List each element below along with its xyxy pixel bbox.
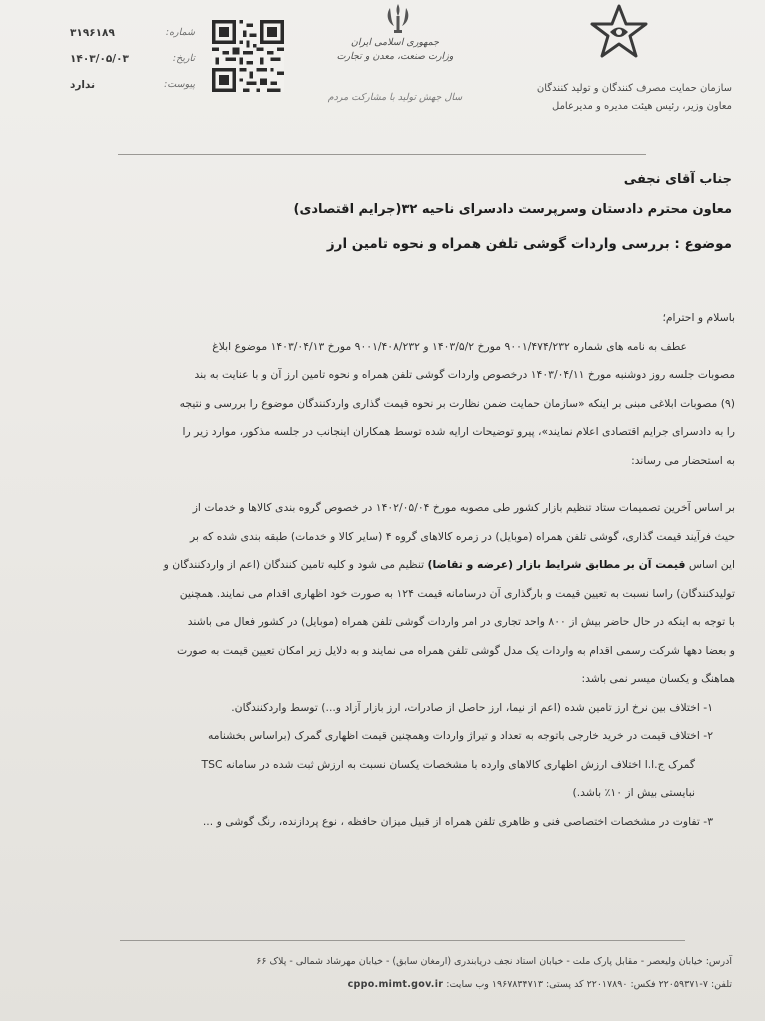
organization-name	[472, 80, 732, 116]
paragraph-1-line: عطف به نامه های شماره ۹۰۰۱/۴۷۴/۲۳۲ مورخ ۱۴۰۳/۵/۲ و ۹۰۰۱/۴۰۸/۲۳۲ مورخ ۱۴۰۳/۰۴/۱۳ موضوع ابلاغ	[212, 339, 687, 353]
national-emblem-icon	[380, 0, 416, 36]
footer-contact-numbers: تلفن: ۷-۲۲۰۵۹۳۷۱ فکس: ۲۲۰۱۷۸۹۰ کد پستی: ۱۹۶۷۸۳۴۷۱۳ وب سایت:	[446, 979, 732, 990]
addressee	[72, 165, 732, 225]
list-item-2: ۲- اختلاف قیمت در خرید خارجی باتوجه به تعداد و تیراژ واردات وهمچنین قیمت اظهاری گمرک (براساس بخشنامه	[208, 729, 713, 742]
footer-address: آدرس: خیابان ولیعصر - مقابل پارک ملت - خیابان استاد نجف دریابندری (ارمغان سابق) - خیابان مهرشاد شمالی - پلاک ۶۶	[256, 956, 732, 967]
paragraph-1-line: را به دادسرای جرایم اقتصادی اعلام نمایند»، پیرو توضیحات ارایه شده توسط همکاران اینجانب در جلسه مذکور، موارد زیر را	[182, 425, 735, 438]
letter-date: ۱۴۰۳/۰۵/۰۳	[70, 53, 129, 65]
attachment-label: پیوست:	[164, 79, 195, 90]
paragraph-3-line: هماهنگ و یکسان میسر نمی باشد:	[581, 672, 735, 685]
organization-line-2: معاون وزیر، رئیس هیئت مدیره و مدیرعامل	[552, 101, 732, 112]
list-item-1: ۱- اختلاف بین نرخ ارز تامین شده (اعم از نیما، ارز حاصل از صادرات، ارز بازار آزاد و...) توسط واردکنندگان.	[231, 700, 713, 714]
footer-divider	[120, 940, 685, 941]
letter-footer	[72, 950, 732, 996]
paragraph-2-text: این اساس	[685, 558, 735, 571]
greeting: باسلام و احترام؛	[662, 311, 735, 324]
letter-attachment-row	[70, 72, 195, 98]
letter-date-row	[70, 46, 195, 72]
paragraph-3-line: و بعضا دهها شرکت رسمی اقدام به واردات یک مدل گوشی تلفن همراه می نمایند و به دلایل زیر امکان تعیین قیمت به صورت	[177, 643, 735, 657]
list-item-2-continued: گمرک ج.ا.ا اختلاف ارزش اظهاری کالاهای وارده با مشخصات یکسان نسبت به ارزش ثبت شده در سامانه TSC	[201, 757, 695, 771]
qr-code-icon	[212, 20, 284, 92]
header-divider	[118, 154, 646, 155]
letter-number: ۳۱۹۶۱۸۹	[70, 27, 115, 39]
paragraph-2-line: تولیدکنندگان) راسا نسبت به تعیین قیمت و بارگذاری آن درسامانه قیمت ۱۲۴ به صورت خود اظهاری اقدام می نمایند. همچنین	[179, 586, 735, 600]
list-item-2-continued: نبایستی بیش از ۱۰٪ باشد.)	[572, 786, 695, 799]
letter-number-row	[70, 20, 195, 46]
addressee-name: جناب آقای نجفی	[623, 172, 732, 187]
paragraph-2-line	[33, 551, 735, 580]
ministry-line-1: جمهوری اسلامی ایران	[350, 37, 440, 48]
letter-subject: موضوع : بررسی واردات گوشی تلفن همراه و نحوه تامین ارز	[326, 236, 732, 252]
attachment-value: ندارد	[70, 79, 96, 91]
ministry-name	[330, 36, 460, 64]
paragraph-2-line: حیث فرآیند قیمت گذاری، گوشی تلفن همراه (موبایل) در زمره کالاهای گروه ۴ (سایر کالا و خدمات) طبقه بندی شده که بر	[189, 529, 735, 543]
organization-line-1: سازمان حمایت مصرف کنندگان و تولید کنندگان	[536, 83, 732, 94]
footer-website: cppo.mimt.gov.ir	[347, 979, 444, 990]
letter-metadata	[70, 20, 195, 98]
footer-contact	[72, 973, 732, 996]
paragraph-2-line: بر اساس آخرین تصمیمات ستاد تنظیم بازار کشور طی مصوبه مورخ ۱۴۰۲/۰۵/۰۴ در خصوص گروه بندی کالاها و خدمات از	[192, 501, 735, 514]
organization-logo	[588, 2, 650, 64]
ministry-line-2: وزارت صنعت، معدن و تجارت	[336, 51, 454, 62]
paragraph-1-line: (۹) مصوبات ابلاغی مبنی بر اینکه «سازمان حمایت ضمن نظارت بر نحوه قیمت گذاری واردکنندگان موضوع را بررسی و نتیجه	[179, 396, 735, 410]
paragraph-1-line: مصوبات جلسه روز دوشنبه مورخ ۱۴۰۳/۰۴/۱۱ درخصوص واردات گوشی تلفن همراه و نحوه تامین ارز آن و با عنایت به بند	[194, 368, 735, 381]
addressee-title: معاون محترم دادستان وسرپرست دادسرای ناحیه ۳۲(جرایم اقتصادی)	[293, 202, 732, 217]
paragraph-2-emphasis: قیمت آن بر مطابق شرایط بازار (عرضه و تقاضا)	[427, 558, 686, 571]
paragraph-3-line: با توجه به اینکه در حال حاضر بیش از ۸۰۰ واحد تجاری در امر واردات گوشی تلفن همراه (موبایل) در کشور فعال می باشند	[187, 615, 735, 628]
paragraph-1-line: به استحضار می رساند:	[631, 453, 735, 467]
letter-date-label: تاریخ:	[172, 53, 195, 64]
letter-number-label: شماره:	[165, 27, 195, 38]
letter-body	[33, 304, 735, 836]
paragraph-2-text: تنظیم می شود و کلیه تامین کنندگان (اعم از واردکنندگان و	[163, 558, 428, 571]
list-item-3: ۳- تفاوت در مشخصات اختصاصی فنی و ظاهری تلفن همراه از قبیل میزان حافظه ، نوع پردازنده، رنگ گوشی و ...	[202, 814, 713, 828]
year-slogan: سال جهش تولید با مشارکت مردم	[327, 92, 463, 103]
